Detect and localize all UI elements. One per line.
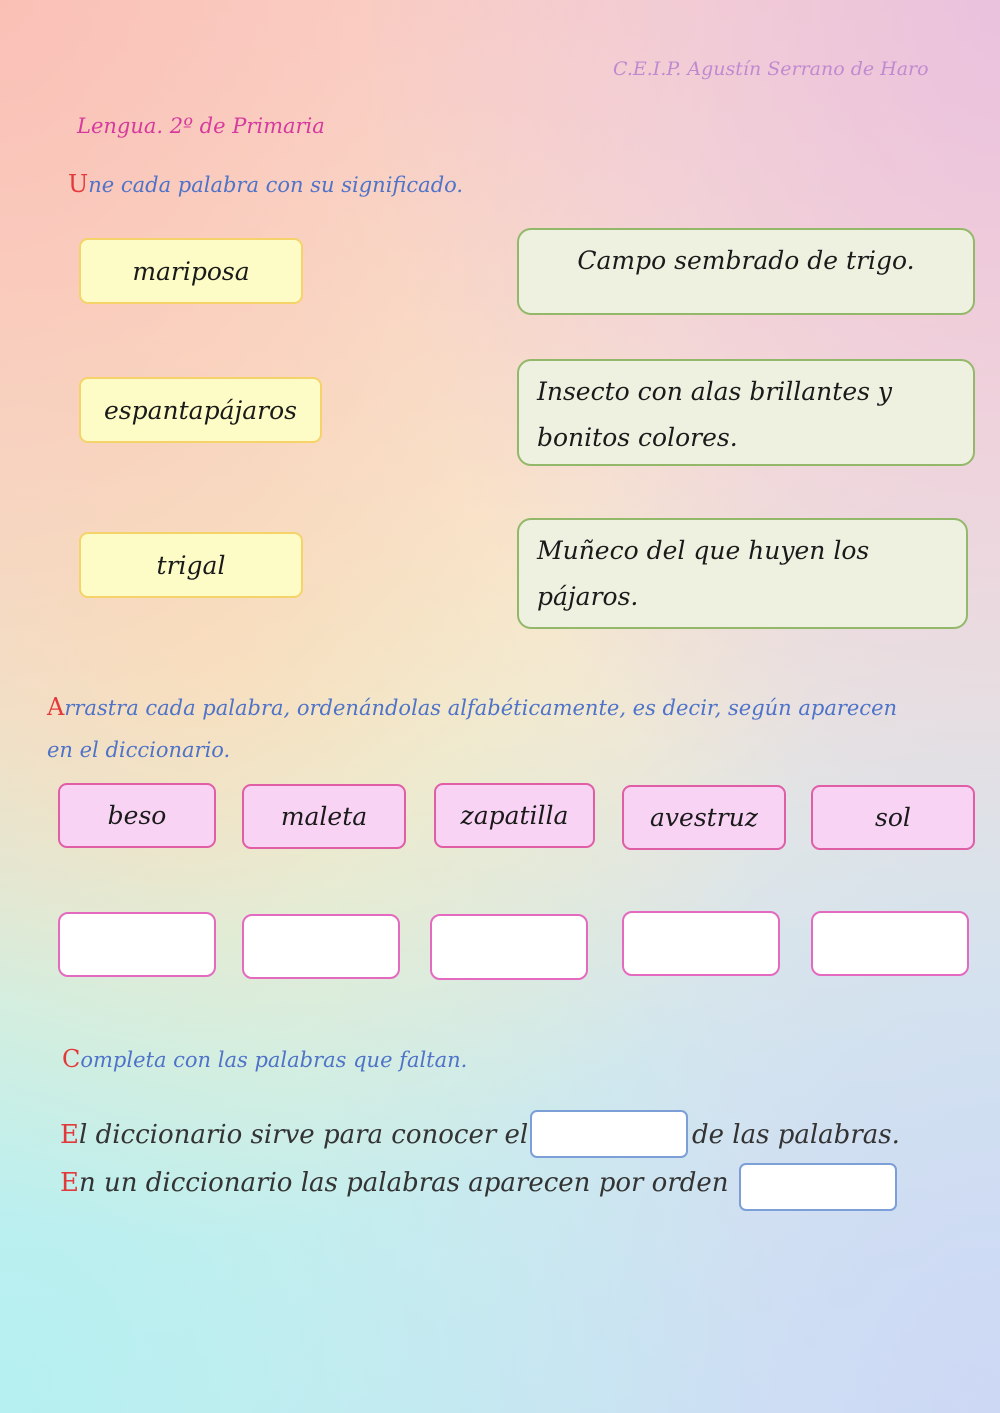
instruction-initial: C: [62, 1045, 81, 1073]
definition-trigo[interactable]: Campo sembrado de trigo.: [517, 228, 975, 315]
drag-word-sol[interactable]: sol: [811, 785, 975, 850]
match-word-espantapajaros[interactable]: espantapájaros: [79, 377, 322, 443]
match-word-mariposa[interactable]: mariposa: [79, 238, 303, 304]
instruction-initial: U: [68, 170, 89, 198]
instruction-text: ompleta con las palabras que faltan.: [80, 1048, 468, 1072]
subject-title: Lengua. 2º de Primaria: [77, 114, 325, 138]
drop-slot-4[interactable]: [622, 911, 780, 976]
school-name: C.E.I.P. Agustín Serrano de Haro: [613, 58, 929, 80]
instruction-text: rrastra cada palabra, ordenándolas alfabéticamente, es decir, según aparecen en el diccionario.: [47, 696, 898, 762]
exercise2-instruction: [47, 686, 927, 771]
exercise1-instruction: [68, 170, 463, 198]
sentence-1-start: [60, 1120, 528, 1150]
drop-slot-5[interactable]: [811, 911, 969, 976]
exercise3-instruction: [62, 1045, 467, 1073]
sentence-text: l diccionario sirve para conocer el: [78, 1120, 529, 1150]
sentence-initial: E: [60, 1168, 79, 1198]
match-word-trigal[interactable]: trigal: [79, 532, 303, 598]
drag-word-avestruz[interactable]: avestruz: [622, 785, 786, 850]
sentence-2: [60, 1168, 729, 1198]
sentence-initial: E: [60, 1120, 79, 1150]
drop-slot-1[interactable]: [58, 912, 216, 977]
drag-word-zapatilla[interactable]: zapatilla: [434, 783, 595, 848]
blank-input-2[interactable]: [739, 1163, 897, 1211]
sentence-1-end: de las palabras.: [692, 1120, 900, 1150]
definition-insecto[interactable]: Insecto con alas brillantes y bonitos colores.: [517, 359, 975, 466]
drag-word-beso[interactable]: beso: [58, 783, 216, 848]
drop-slot-3[interactable]: [430, 914, 588, 980]
blank-input-1[interactable]: [530, 1110, 688, 1158]
drop-slot-2[interactable]: [242, 914, 400, 979]
instruction-text: ne cada palabra con su significado.: [88, 173, 464, 197]
drag-word-maleta[interactable]: maleta: [242, 784, 406, 849]
sentence-text: n un diccionario las palabras aparecen por orden: [78, 1168, 729, 1198]
instruction-initial: A: [47, 693, 65, 721]
definition-muneco[interactable]: Muñeco del que huyen los pájaros.: [517, 518, 968, 629]
